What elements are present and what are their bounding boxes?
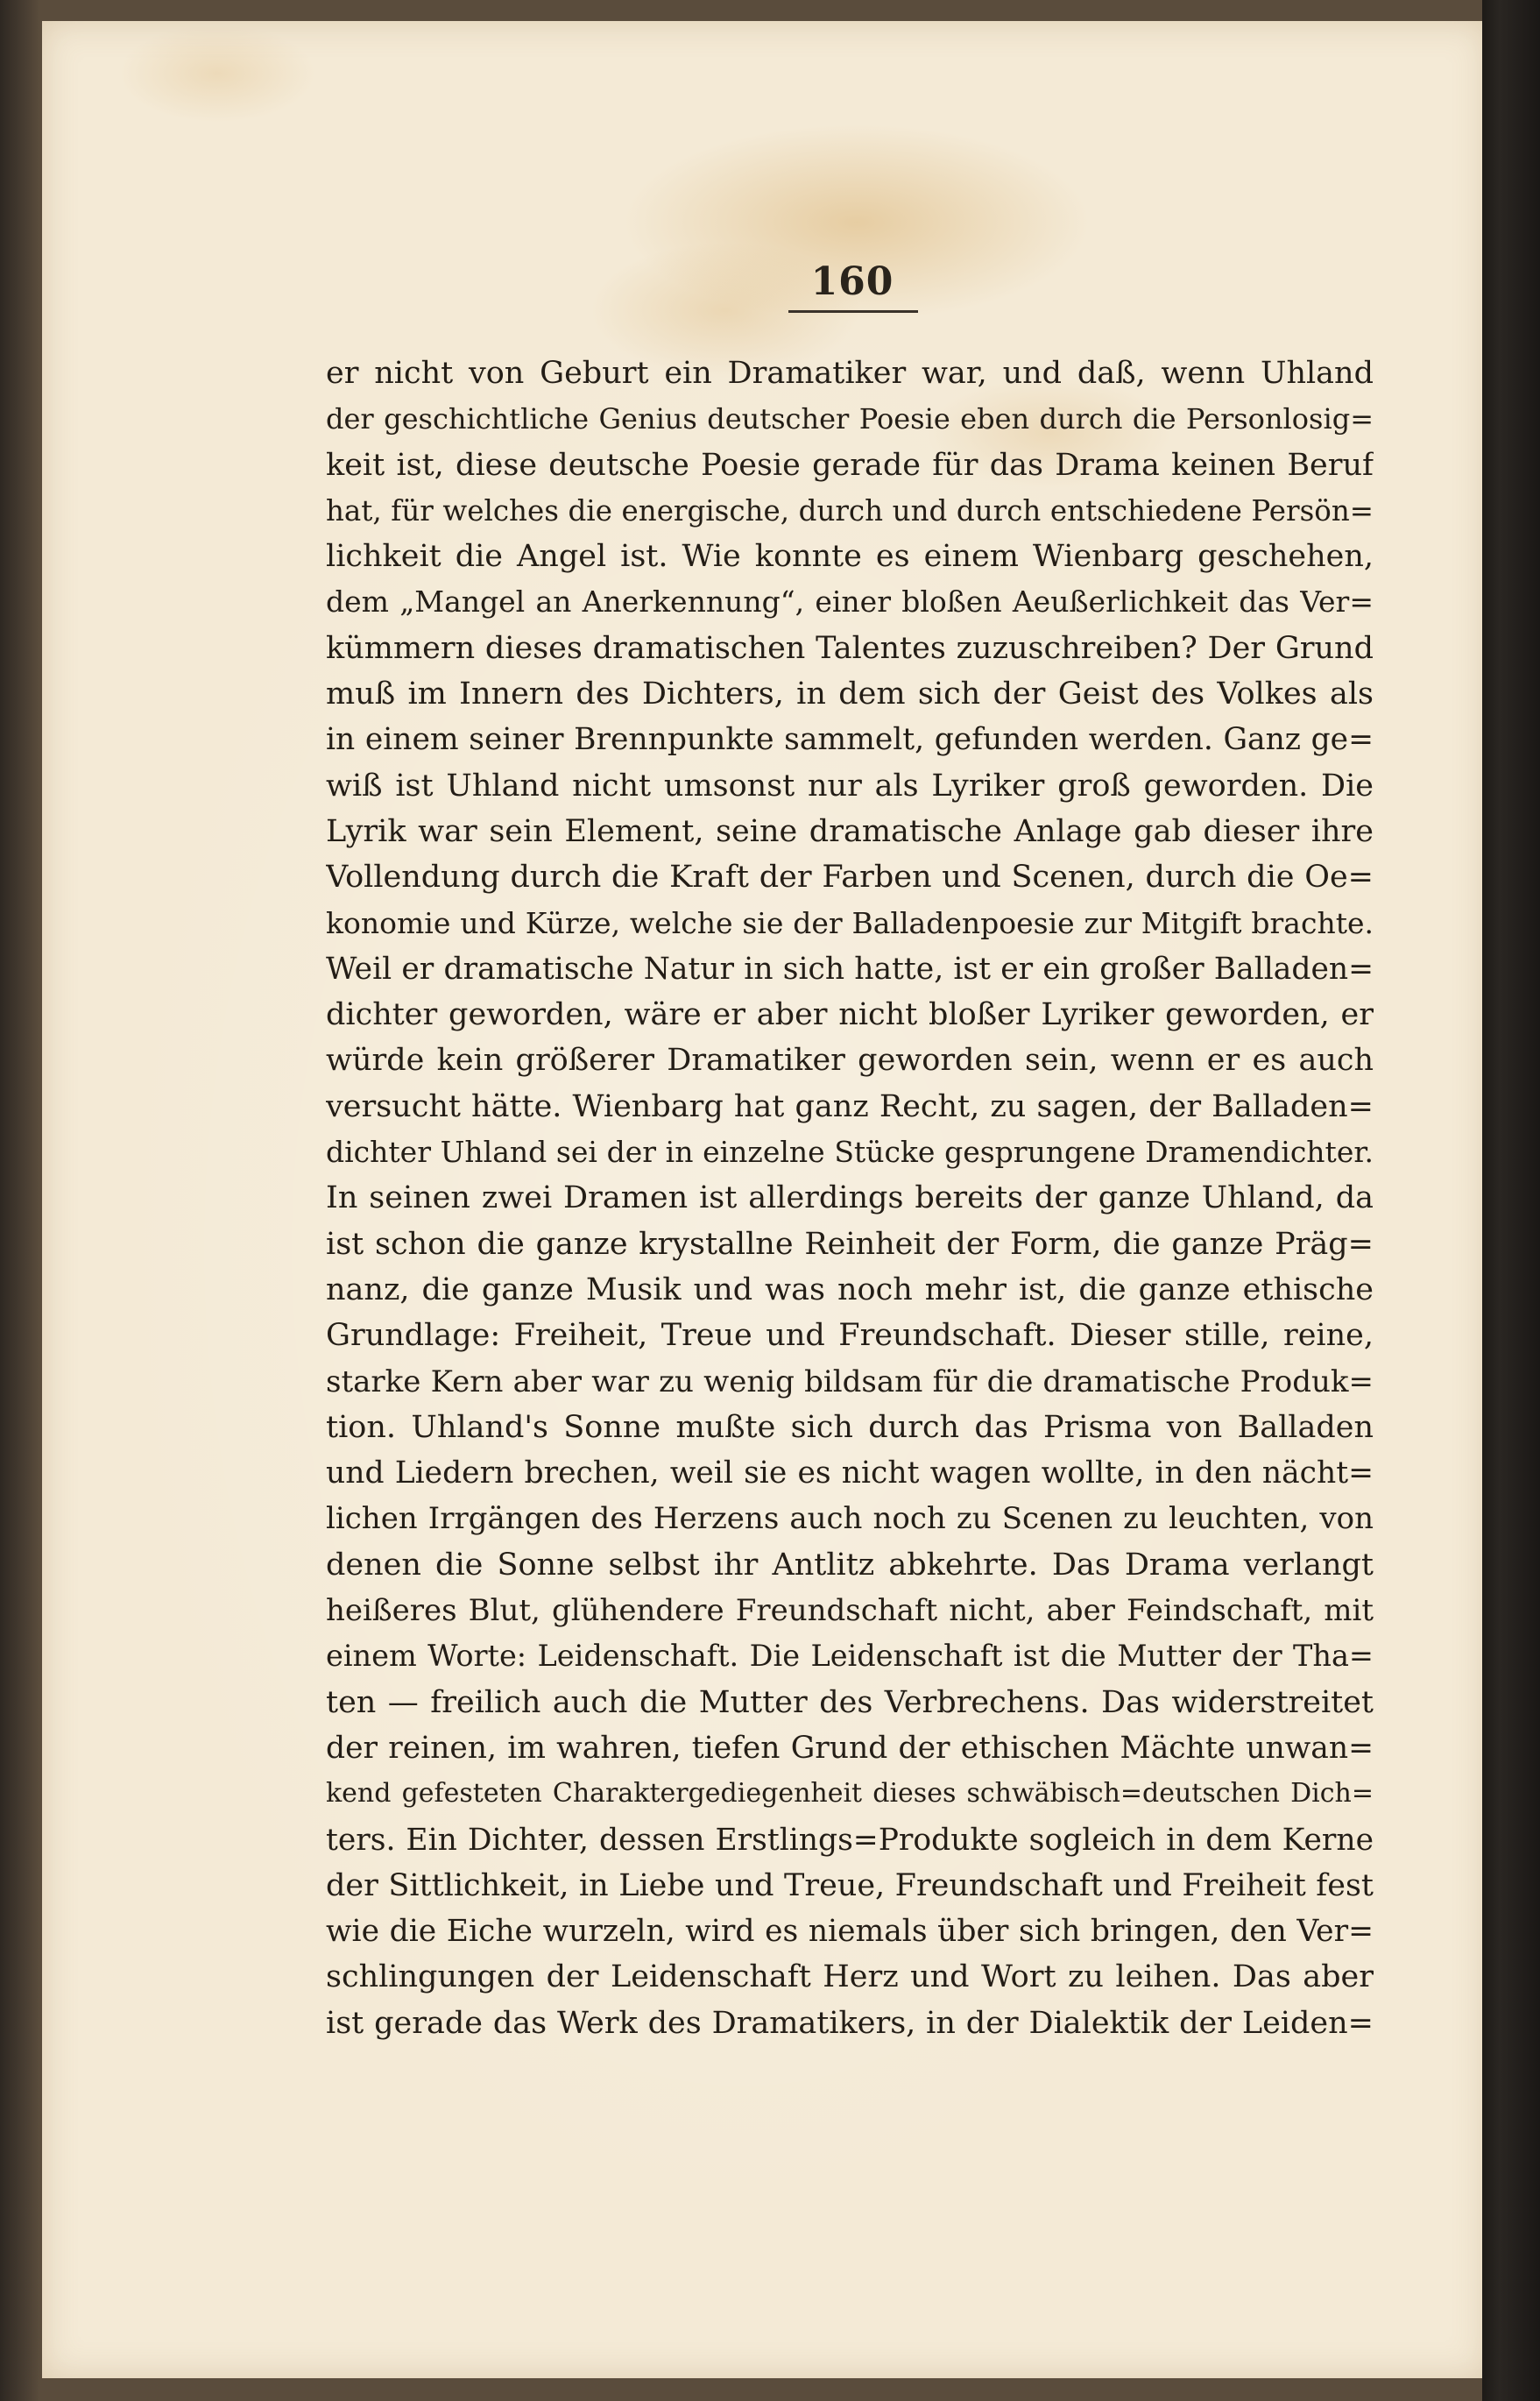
body-text	[326, 351, 1374, 2046]
text-line: ist schon die ganze krystallne Reinheit der Form, die ganze Präg=	[326, 1226, 1374, 1262]
text-line: heißeres Blut, glühendere Freundschaft nicht, aber Feindschaft, mit	[326, 1593, 1374, 1629]
text-line: dichter Uhland sei der in einzelne Stücke gesprungene Dramendichter.	[326, 1135, 1374, 1170]
text-line: keit ist, diese deutsche Poesie gerade für das Drama keinen Beruf	[326, 447, 1374, 483]
book-spine-edge	[1482, 0, 1540, 2401]
text-line: muß im Innern des Dichters, in dem sich der Geist des Volkes als	[326, 676, 1374, 712]
text-line: schlingungen der Leidenschaft Herz und Wort zu leihen. Das aber	[326, 1959, 1374, 1995]
text-line: lichen Irrgängen des Herzens auch noch zu Scenen zu leuchten, von	[326, 1501, 1374, 1537]
text-line: Grundlage: Freiheit, Treue und Freundschaft. Dieser stille, reine,	[326, 1318, 1374, 1354]
text-line: Weil er dramatische Natur in sich hatte, ist er ein großer Balladen=	[326, 951, 1374, 987]
text-line: wie die Eiche wurzeln, wird es niemals über sich bringen, den Ver=	[326, 1914, 1374, 1950]
text-line: würde kein größerer Dramatiker geworden sein, wenn er es auch	[326, 1043, 1374, 1079]
text-line: kümmern dieses dramatischen Talentes zuzuschreiben? Der Grund	[326, 630, 1374, 666]
text-line: der Sittlichkeit, in Liebe und Treue, Freundschaft und Freiheit fest	[326, 1867, 1374, 1903]
page-number-rule	[788, 310, 918, 313]
text-line: denen die Sonne selbst ihr Antlitz abkehrte. Das Drama verlangt	[326, 1547, 1374, 1583]
text-line: lichkeit die Angel ist. Wie konnte es einem Wienbarg geschehen,	[326, 539, 1374, 575]
text-line: der reinen, im wahren, tiefen Grund der ethischen Mächte unwan=	[326, 1730, 1374, 1766]
text-line: nanz, die ganze Musik und was noch mehr ist, die ganze ethische	[326, 1271, 1374, 1307]
text-line: hat, für welches die energische, durch und durch entschiedene Persön=	[326, 493, 1374, 528]
text-line: Lyrik war sein Element, seine dramatische Anlage gab dieser ihre	[326, 813, 1374, 849]
page-number: 160	[810, 259, 894, 304]
text-line: versucht hätte. Wienbarg hat ganz Recht, zu sagen, der Balladen=	[326, 1088, 1374, 1124]
text-line: ist gerade das Werk des Dramatikers, in der Dialektik der Leiden=	[326, 2005, 1374, 2041]
text-line: In seinen zwei Dramen ist allerdings bereits der ganze Uhland, da	[326, 1180, 1374, 1216]
text-line: ten — freilich auch die Mutter des Verbrechens. Das widerstreitet	[326, 1684, 1374, 1720]
text-line: einem Worte: Leidenschaft. Die Leidenschaft ist die Mutter der Tha=	[326, 1639, 1374, 1674]
text-line: dem „Mangel an Anerkennung“, einer bloßen Aeußerlichkeit das Ver=	[326, 584, 1374, 620]
text-line: ters. Ein Dichter, dessen Erstlings=Produkte sogleich in dem Kerne	[326, 1822, 1374, 1858]
text-line: Vollendung durch die Kraft der Farben und Scenen, durch die Oe=	[326, 860, 1374, 896]
text-line: starke Kern aber war zu wenig bildsam für die dramatische Produk=	[326, 1363, 1374, 1399]
text-line: und Liedern brechen, weil sie es nicht wagen wollte, in den nächt=	[326, 1455, 1374, 1491]
text-line: kend gefesteten Charaktergediegenheit dieses schwäbisch=deutschen Dich=	[326, 1778, 1374, 1810]
text-line: dichter geworden, wäre er aber nicht bloßer Lyriker geworden, er	[326, 997, 1374, 1033]
text-line: konomie und Kürze, welche sie der Balladenpoesie zur Mitgift brachte.	[326, 905, 1374, 940]
text-line: er nicht von Geburt ein Dramatiker war, und daß, wenn Uhland	[326, 356, 1374, 391]
text-line: in einem seiner Brennpunkte sammelt, gefunden werden. Ganz ge=	[326, 722, 1374, 758]
text-line: wiß ist Uhland nicht umsonst nur als Lyriker groß geworden. Die	[326, 768, 1374, 804]
text-line: tion. Uhland's Sonne mußte sich durch das Prisma von Balladen	[326, 1409, 1374, 1445]
text-line: der geschichtliche Genius deutscher Poesie eben durch die Personlosig=	[326, 402, 1374, 436]
